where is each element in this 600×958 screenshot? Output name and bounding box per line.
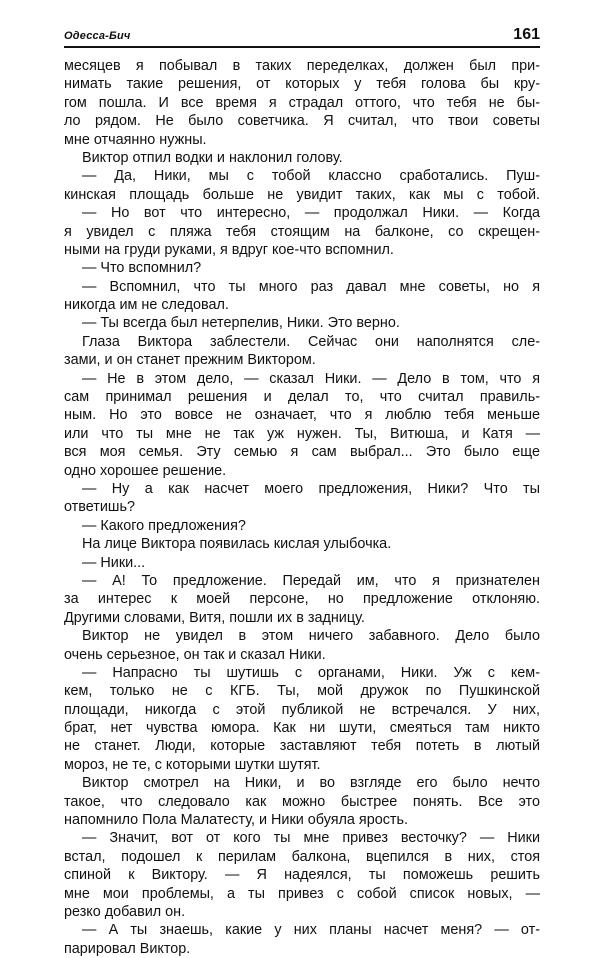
text-line: Глаза Виктора заблестели. Сейчас они наполнятся сле-	[82, 333, 540, 350]
text-line: встал, подошел к перилам балкона, вцепился в них, стоя	[64, 848, 540, 865]
text-line: очень серьезное, он так и сказал Ники.	[64, 646, 326, 663]
text-line: я увидел с пляжа тебя стоящим на балконе, со скрещен-	[64, 223, 540, 240]
header-rule	[64, 46, 540, 48]
running-title: Одесса-Бич	[64, 30, 131, 42]
text-line: — Не в этом дело, — сказал Ники. — Дело в том, что я	[82, 370, 540, 387]
text-line: Виктор отпил водки и наклонил голову.	[82, 149, 343, 166]
text-line: — А! То предложение. Передай им, что я признателен	[82, 572, 540, 589]
body-text	[64, 57, 540, 958]
text-line: — Да, Ники, мы с тобой классно сработались. Пуш-	[82, 168, 540, 185]
text-line: одно хорошее решение.	[64, 462, 227, 479]
text-line: — Ты всегда был нетерпелив, Ники. Это верно.	[82, 315, 400, 332]
text-line: — А ты знаешь, какие у них планы насчет меня? — от-	[82, 922, 540, 939]
text-line: Другими словами, Витя, пошли их в задницу.	[64, 609, 365, 626]
text-line: такое, что следовало как можно быстрее понять. Все это	[64, 793, 540, 810]
text-line: — Ники...	[82, 554, 146, 571]
text-line: ными на груди руками, я вдруг кое-что вспомнил.	[64, 241, 394, 258]
text-line: никогда им не следовал.	[64, 297, 229, 314]
text-line: вся моя семья. Эту семью я сам выбрал... Это было еще	[64, 444, 540, 461]
text-line: — Напрасно ты шутишь с органами, Ники. Уж с кем-	[82, 664, 540, 681]
text-line: ло рядом. Не было советчика. Я считал, что твои советы	[64, 113, 540, 130]
text-line: ответишь?	[64, 499, 135, 516]
text-line: — Что вспомнил?	[82, 260, 202, 277]
text-line: мороз, не те, с которыми шутки шутят.	[64, 756, 321, 773]
text-line: не станет. Люди, которые заставляют тебя потеть в лютый	[64, 738, 540, 755]
text-line: спиной к Виктору. — Я надеялся, ты поможешь решить	[64, 867, 540, 884]
text-line: сам принимал решения и делал то, что считал правиль-	[64, 389, 540, 406]
text-line: Виктор не увидел в этом ничего забавного. Дело было	[82, 628, 540, 645]
text-line: резко добавил он.	[64, 903, 186, 920]
text-line: нимать такие решения, от которых у тебя голова бы кру-	[64, 76, 540, 93]
text-line: или что ты мне не так уж нужен. Ты, Витюша, и Катя —	[64, 425, 540, 442]
text-line: месяцев я побывал в таких переделках, должен был при-	[64, 58, 540, 74]
text-line: зами, и он станет прежним Виктором.	[64, 352, 316, 369]
text-line: напомнило Пола Малатесту, и Ники обуяла ярость.	[64, 812, 409, 829]
text-line: гом пошла. И все время я страдал оттого, что тебя не бы-	[64, 94, 540, 111]
text-line: ным. Но это вовсе не означает, что я люблю тебя меньше	[64, 407, 540, 424]
text-line: мне отчаянно нужны.	[64, 131, 207, 148]
page-number: 161	[513, 26, 540, 43]
text-line: — Вспомнил, что ты много раз давал мне советы, но я	[82, 278, 540, 295]
text-line: На лице Виктора появилась кислая улыбочка.	[82, 536, 392, 553]
text-line: Виктор смотрел на Ники, и во взгляде его было нечто	[82, 775, 540, 792]
text-line: кинская площадь больше не увидит таких, как мы с тобой.	[64, 186, 540, 203]
text-line: — Какого предложения?	[82, 517, 246, 534]
text-line: мне мои проблемы, а ты привез с собой список новых, —	[64, 885, 540, 902]
text-line: брат, нет чувства юмора. Как ни шути, смеяться там никто	[64, 720, 540, 737]
text-line: — Но вот что интересно, — продолжал Ники. — Когда	[82, 205, 540, 222]
text-line: — Значит, вот от кого ты мне привез весточку? — Ники	[82, 830, 540, 847]
text-line: за интерес к моей персоне, но предложение отклоняю.	[64, 591, 540, 608]
text-line: парировал Виктор.	[64, 940, 191, 957]
page-header	[64, 26, 540, 46]
text-line: кем, только не с КГБ. Ты, мой дружок по Пушкинской	[64, 683, 540, 700]
text-line: площади, никогда с этой публикой не встречался. У них,	[64, 701, 540, 718]
text-line: — Ну а как насчет моего предложения, Ники? Что ты	[82, 480, 540, 497]
